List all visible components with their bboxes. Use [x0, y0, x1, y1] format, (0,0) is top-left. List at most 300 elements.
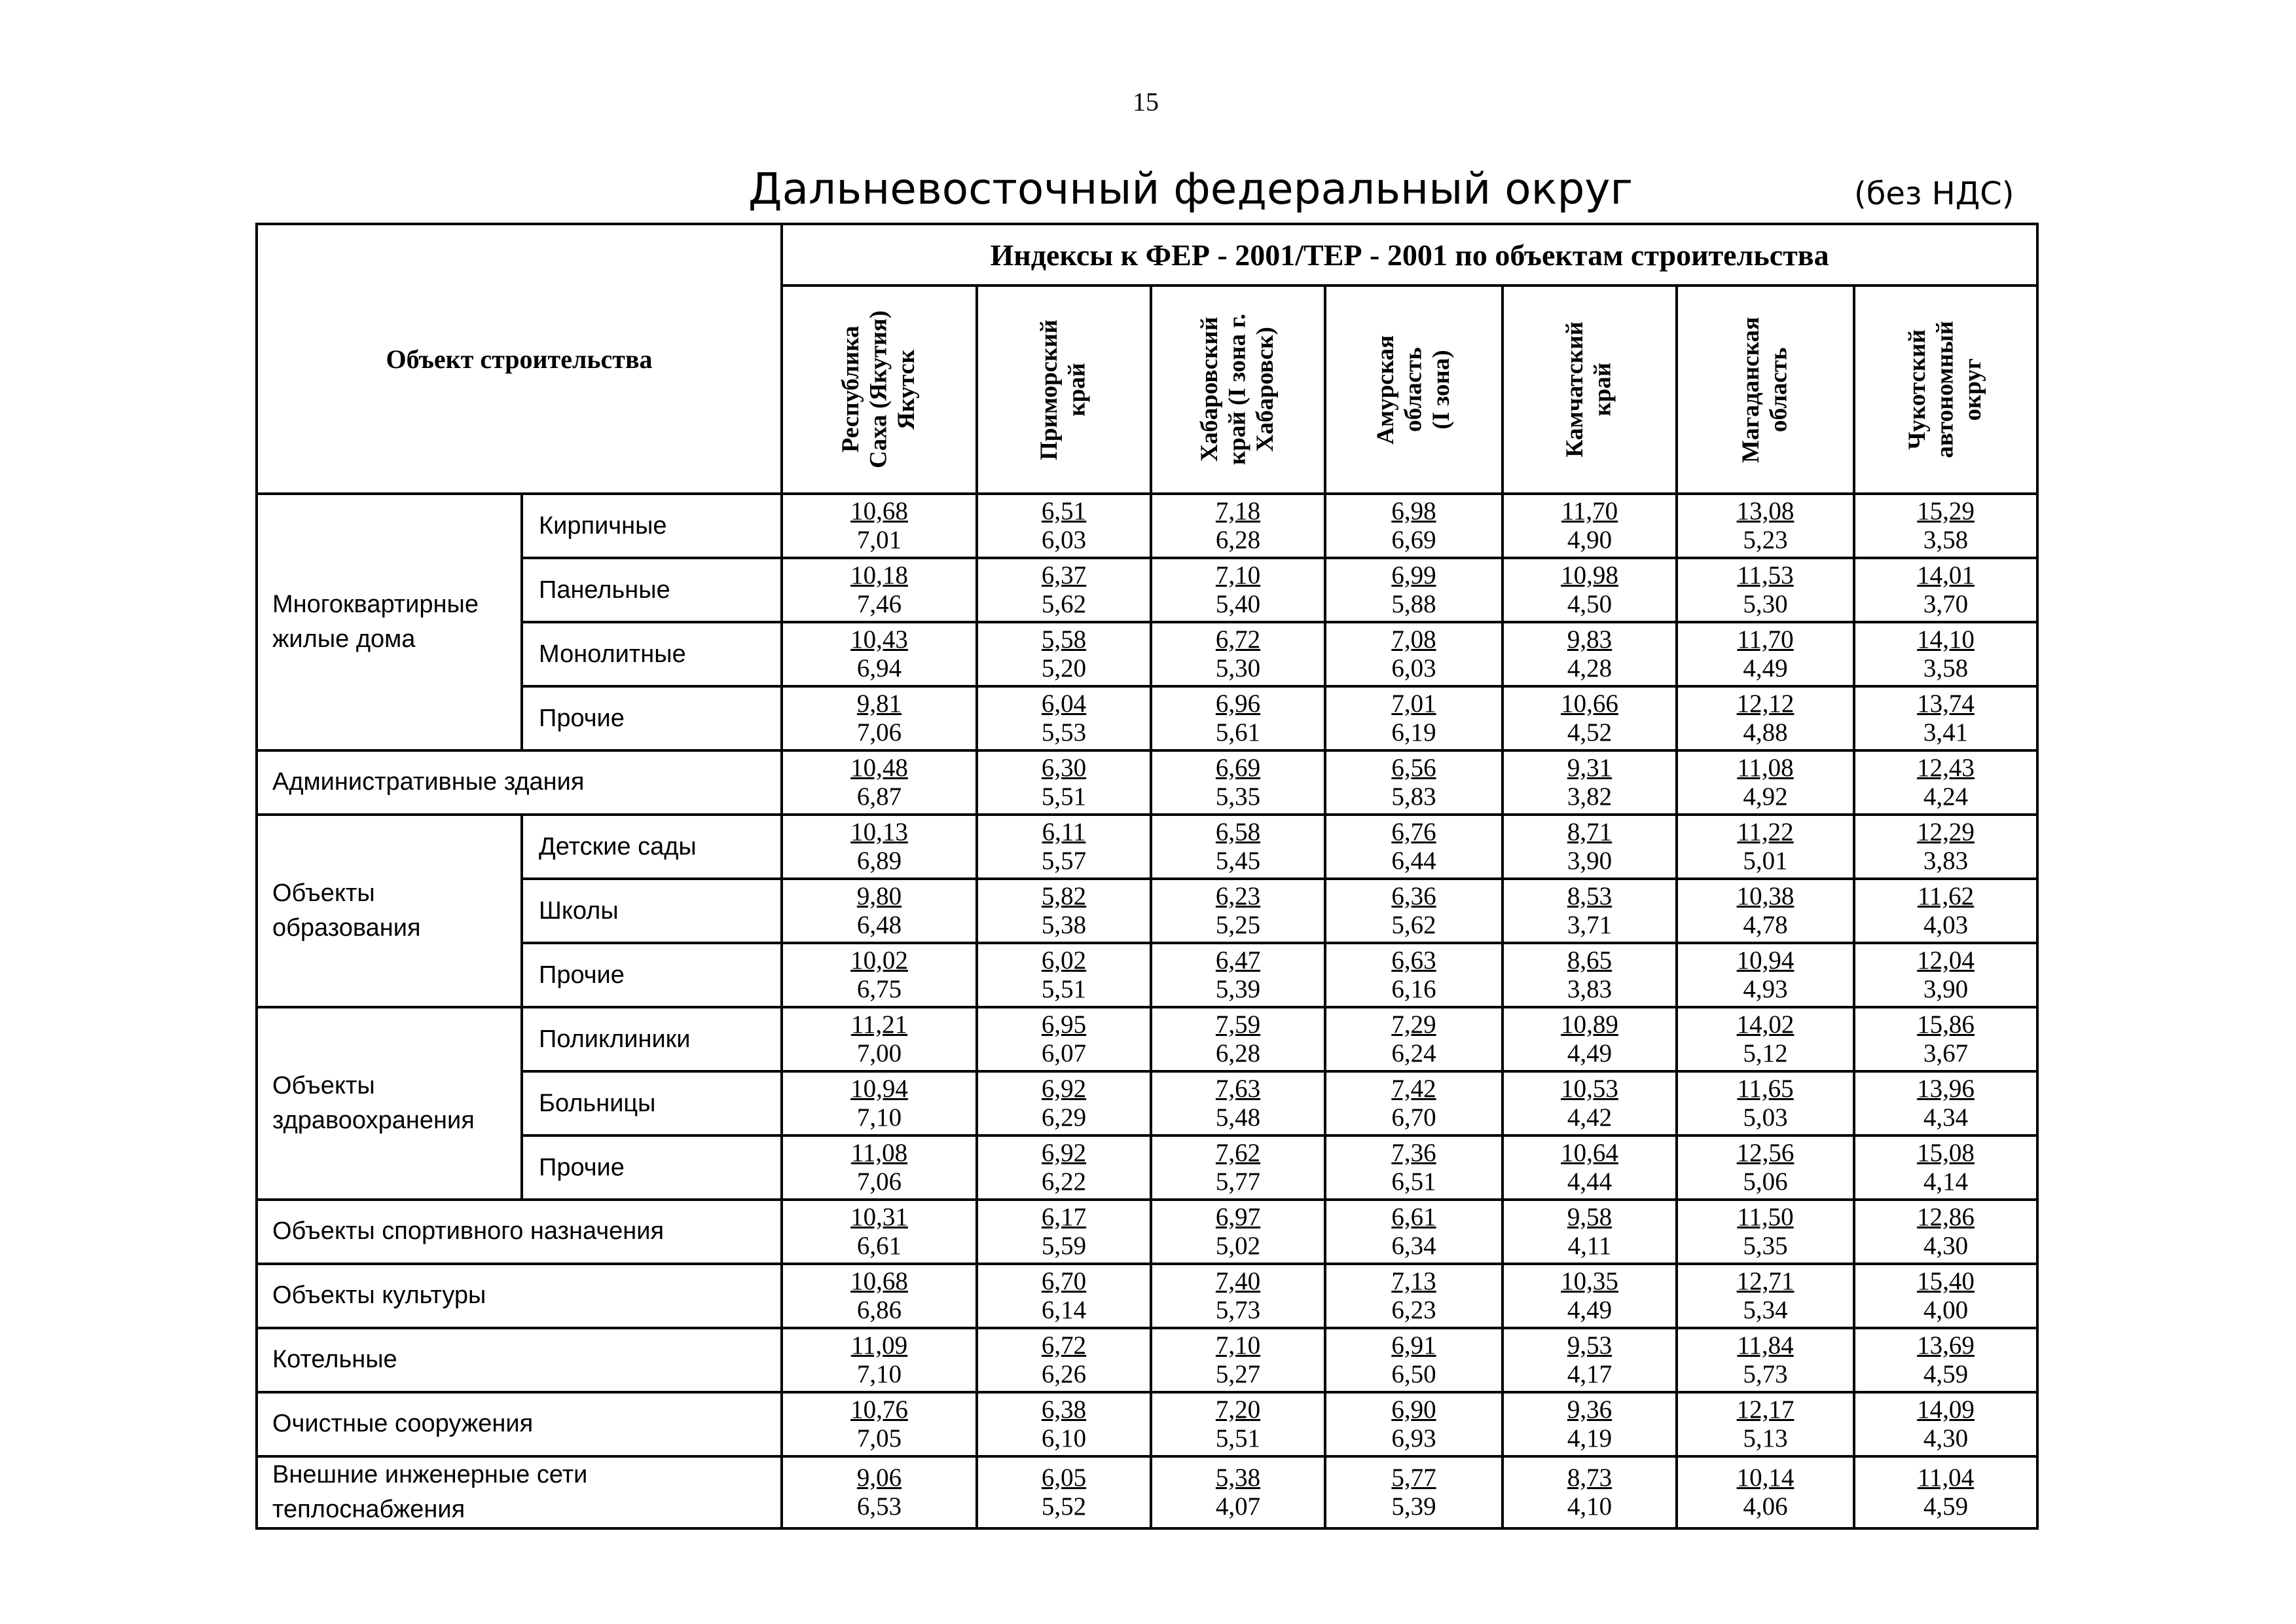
index-value-cell	[1325, 494, 1503, 558]
region-label-line: Магаданская	[1737, 316, 1764, 463]
index-value-cell	[1503, 1456, 1677, 1528]
fer-index: 6,69	[1215, 753, 1261, 782]
fer-index: 6,30	[1041, 753, 1087, 782]
index-value-cell	[1325, 1456, 1503, 1528]
fer-index: 8,65	[1567, 946, 1613, 974]
ter-index: 5,12	[1743, 1039, 1788, 1067]
ter-index: 4,17	[1567, 1360, 1613, 1388]
fer-index: 7,36	[1391, 1138, 1436, 1167]
fer-index: 7,13	[1391, 1266, 1436, 1295]
index-value-cell	[1854, 750, 2037, 815]
index-value-cell	[1677, 815, 1854, 879]
ter-index: 5,39	[1215, 975, 1261, 1003]
ter-index: 6,10	[1041, 1424, 1087, 1452]
fer-index: 6,17	[1041, 1202, 1087, 1231]
ter-index: 3,82	[1567, 783, 1613, 811]
fer-index: 7,10	[1215, 561, 1261, 589]
fer-index: 15,08	[1917, 1138, 1975, 1167]
subcategory-cell: Монолитные	[522, 622, 782, 686]
index-value-cell	[1503, 558, 1677, 622]
category-cell: Очистные сооружения	[257, 1392, 782, 1456]
index-value-cell	[1854, 1392, 2037, 1456]
ter-index: 4,30	[1923, 1232, 1969, 1260]
fer-index: 8,71	[1567, 817, 1613, 846]
ter-index: 5,52	[1041, 1492, 1087, 1521]
ter-index: 5,83	[1391, 783, 1436, 811]
index-value-cell	[1151, 879, 1325, 943]
ter-index: 6,07	[1041, 1039, 1087, 1067]
ter-index: 5,06	[1743, 1168, 1788, 1196]
region-header	[782, 286, 977, 494]
ter-index: 4,11	[1567, 1232, 1612, 1260]
fer-index: 13,08	[1736, 496, 1795, 525]
fer-index: 7,59	[1215, 1010, 1261, 1039]
index-value-cell	[1854, 815, 2037, 879]
index-value-cell	[977, 1007, 1151, 1071]
region-label	[1561, 322, 1617, 457]
fer-index: 10,14	[1736, 1463, 1795, 1492]
ter-index: 3,83	[1567, 975, 1613, 1003]
ter-index: 6,53	[856, 1492, 902, 1521]
fer-index: 9,06	[856, 1463, 902, 1492]
index-value-cell	[1854, 1135, 2037, 1200]
fer-index: 11,70	[1561, 496, 1618, 525]
ter-index: 6,86	[856, 1296, 902, 1324]
table-row	[257, 815, 2037, 879]
table-row	[257, 1200, 2037, 1264]
fer-index: 7,29	[1391, 1010, 1436, 1039]
category-cell: Внешние инженерные сети теплоснабжения	[257, 1456, 782, 1528]
ter-index: 6,87	[856, 783, 902, 811]
fer-index: 10,68	[850, 496, 908, 525]
index-value-cell	[782, 494, 977, 558]
ter-index: 5,51	[1215, 1424, 1261, 1452]
index-value-cell	[1854, 622, 2037, 686]
ter-index: 6,19	[1391, 718, 1436, 747]
table-row	[257, 879, 2037, 943]
index-value-cell	[1151, 1007, 1325, 1071]
ter-index: 4,59	[1923, 1492, 1969, 1521]
fer-index: 15,86	[1917, 1010, 1975, 1039]
ter-index: 4,28	[1567, 654, 1613, 682]
fer-index: 6,37	[1041, 561, 1087, 589]
ter-index: 6,61	[856, 1232, 902, 1260]
index-value-cell	[1503, 1328, 1677, 1392]
index-value-cell	[1503, 1007, 1677, 1071]
index-value-cell	[1503, 622, 1677, 686]
ter-index: 5,51	[1041, 783, 1087, 811]
ter-index: 5,61	[1215, 718, 1261, 747]
ter-index: 5,30	[1743, 590, 1788, 618]
fer-index: 13,74	[1917, 689, 1975, 718]
ter-index: 6,23	[1391, 1296, 1436, 1324]
fer-index: 6,04	[1041, 689, 1087, 718]
ter-index: 3,83	[1923, 847, 1969, 875]
index-value-cell	[1503, 1392, 1677, 1456]
ter-index: 7,00	[856, 1039, 902, 1067]
page-number: 15	[1133, 87, 1159, 117]
fer-index: 10,98	[1561, 561, 1618, 589]
region-header	[1677, 286, 1854, 494]
region-label-line: Саха (Якутия)	[865, 310, 892, 469]
fer-index: 6,47	[1215, 946, 1261, 974]
fer-index: 9,81	[856, 689, 902, 718]
fer-index: 12,86	[1917, 1202, 1975, 1231]
ter-index: 4,03	[1923, 911, 1969, 939]
fer-index: 10,13	[850, 817, 908, 846]
ter-index: 4,14	[1923, 1168, 1969, 1196]
fer-index: 11,84	[1737, 1331, 1794, 1359]
index-value-cell	[1325, 1007, 1503, 1071]
fer-index: 9,58	[1567, 1202, 1613, 1231]
index-value-cell	[1325, 1071, 1503, 1135]
index-value-cell	[1151, 1200, 1325, 1264]
index-value-cell	[1677, 1456, 1854, 1528]
fer-index: 14,02	[1736, 1010, 1795, 1039]
fer-index: 6,58	[1215, 817, 1261, 846]
index-value-cell	[782, 1456, 977, 1528]
ter-index: 6,28	[1215, 1039, 1261, 1067]
fer-index: 6,99	[1391, 561, 1436, 589]
ter-index: 6,03	[1391, 654, 1436, 682]
fer-index: 10,53	[1561, 1074, 1618, 1103]
table-row	[257, 750, 2037, 815]
ter-index: 4,88	[1743, 718, 1788, 747]
ter-index: 6,03	[1041, 526, 1087, 554]
index-value-cell	[1677, 1200, 1854, 1264]
ter-index: 6,28	[1215, 526, 1261, 554]
ter-index: 7,06	[856, 718, 902, 747]
region-label-line: Якутск	[893, 349, 920, 430]
ter-index: 5,03	[1743, 1103, 1788, 1132]
table-row	[257, 1135, 2037, 1200]
ter-index: 3,90	[1567, 847, 1613, 875]
index-value-cell	[782, 1264, 977, 1328]
ter-index: 6,75	[856, 975, 902, 1003]
fer-index: 6,38	[1041, 1395, 1087, 1424]
ter-index: 6,89	[856, 847, 902, 875]
ter-index: 6,69	[1391, 526, 1436, 554]
region-label-line: автономный	[1931, 321, 1959, 458]
ter-index: 4,34	[1923, 1103, 1969, 1132]
index-value-cell	[1151, 1456, 1325, 1528]
fer-index: 6,96	[1215, 689, 1261, 718]
index-value-cell	[782, 1071, 977, 1135]
region-label-line: Камчатский	[1561, 322, 1589, 458]
index-value-cell	[1325, 622, 1503, 686]
fer-index: 6,76	[1391, 817, 1436, 846]
fer-index: 10,48	[850, 753, 908, 782]
ter-index: 4,52	[1567, 718, 1613, 747]
index-value-cell	[1503, 686, 1677, 750]
fer-index: 11,53	[1737, 561, 1794, 589]
index-value-cell	[1677, 750, 1854, 815]
fer-index: 7,08	[1391, 625, 1436, 654]
ter-index: 7,46	[856, 590, 902, 618]
group-header: Индексы к ФЕР - 2001/ТЕР - 2001 по объектам строительства	[782, 224, 2037, 286]
index-value-cell	[1503, 1071, 1677, 1135]
index-value-cell	[782, 1135, 977, 1200]
index-value-cell	[782, 1392, 977, 1456]
index-value-cell	[782, 558, 977, 622]
ter-index: 6,44	[1391, 847, 1436, 875]
category-cell: Объекты культуры	[257, 1264, 782, 1328]
index-value-cell	[1151, 1264, 1325, 1328]
fer-index: 6,61	[1391, 1202, 1436, 1231]
ter-index: 5,39	[1391, 1492, 1436, 1521]
index-value-cell	[1325, 943, 1503, 1007]
region-header	[1325, 286, 1503, 494]
subcategory-cell: Прочие	[522, 1135, 782, 1200]
index-value-cell	[782, 1007, 977, 1071]
fer-index: 7,10	[1215, 1331, 1261, 1359]
index-value-cell	[1854, 1456, 2037, 1528]
ter-index: 5,23	[1743, 526, 1788, 554]
subcategory-cell: Прочие	[522, 943, 782, 1007]
ter-index: 5,30	[1215, 654, 1261, 682]
fer-index: 10,64	[1561, 1138, 1618, 1167]
index-value-cell	[1503, 1135, 1677, 1200]
fer-index: 7,40	[1215, 1266, 1261, 1295]
subcategory-cell: Поликлиники	[522, 1007, 782, 1071]
subcategory-cell: Школы	[522, 879, 782, 943]
index-value-cell	[977, 1264, 1151, 1328]
fer-index: 9,36	[1567, 1395, 1613, 1424]
index-value-cell	[977, 686, 1151, 750]
category-cell: Объекты здравоохранения	[257, 1007, 522, 1200]
fer-index: 6,02	[1041, 946, 1087, 974]
ter-index: 6,34	[1391, 1232, 1436, 1260]
fer-index: 14,01	[1917, 561, 1975, 589]
region-header	[1503, 286, 1677, 494]
index-value-cell	[977, 494, 1151, 558]
subcategory-cell: Кирпичные	[522, 494, 782, 558]
fer-index: 6,92	[1041, 1138, 1087, 1167]
fer-index: 14,10	[1917, 625, 1975, 654]
ter-index: 5,38	[1041, 911, 1087, 939]
index-value-cell	[782, 815, 977, 879]
fer-index: 10,43	[850, 625, 908, 654]
ter-index: 5,35	[1215, 783, 1261, 811]
fer-index: 5,77	[1391, 1463, 1436, 1492]
fer-index: 7,18	[1215, 496, 1261, 525]
index-value-cell	[1325, 879, 1503, 943]
index-value-cell	[1854, 1071, 2037, 1135]
fer-index: 6,72	[1215, 625, 1261, 654]
fer-index: 8,53	[1567, 881, 1613, 910]
index-value-cell	[1677, 686, 1854, 750]
fer-index: 7,62	[1215, 1138, 1261, 1167]
ter-index: 6,50	[1391, 1360, 1436, 1388]
index-value-cell	[1677, 1392, 1854, 1456]
fer-index: 12,56	[1736, 1138, 1795, 1167]
ter-index: 4,49	[1567, 1039, 1613, 1067]
table-row	[257, 1007, 2037, 1071]
index-value-cell	[1325, 750, 1503, 815]
fer-index: 12,12	[1736, 689, 1795, 718]
fer-index: 5,82	[1041, 881, 1087, 910]
fer-index: 10,66	[1561, 689, 1618, 718]
ter-index: 3,41	[1923, 718, 1969, 747]
index-value-cell	[1325, 815, 1503, 879]
index-value-cell	[977, 622, 1151, 686]
index-value-cell	[977, 1135, 1151, 1200]
ter-index: 4,06	[1743, 1492, 1788, 1521]
category-cell: Административные здания	[257, 750, 782, 815]
fer-index: 11,09	[850, 1331, 908, 1359]
fer-index: 6,90	[1391, 1395, 1436, 1424]
index-value-cell	[1677, 1071, 1854, 1135]
index-value-cell	[1503, 879, 1677, 943]
fer-index: 6,95	[1041, 1010, 1087, 1039]
index-value-cell	[977, 750, 1151, 815]
table-row	[257, 622, 2037, 686]
ter-index: 5,40	[1215, 590, 1261, 618]
ter-index: 5,35	[1743, 1232, 1788, 1260]
index-value-cell	[782, 622, 977, 686]
ter-index: 3,71	[1567, 911, 1613, 939]
fer-index: 6,92	[1041, 1074, 1087, 1103]
region-label-line: край	[1064, 363, 1091, 416]
index-value-cell	[1854, 879, 2037, 943]
region-label-line: Республика	[837, 326, 865, 453]
index-value-cell	[1854, 1200, 2037, 1264]
fer-index: 6,23	[1215, 881, 1261, 910]
ter-index: 6,26	[1041, 1360, 1087, 1388]
ter-index: 5,62	[1391, 911, 1436, 939]
fer-index: 6,63	[1391, 946, 1436, 974]
subcategory-cell: Больницы	[522, 1071, 782, 1135]
object-header: Объект строительства	[257, 224, 782, 494]
subcategory-cell: Детские сады	[522, 815, 782, 879]
ter-index: 6,24	[1391, 1039, 1436, 1067]
ter-index: 5,34	[1743, 1296, 1788, 1324]
fer-index: 6,97	[1215, 1202, 1261, 1231]
fer-index: 6,91	[1391, 1331, 1436, 1359]
fer-index: 13,96	[1917, 1074, 1975, 1103]
ter-index: 6,51	[1391, 1168, 1436, 1196]
index-value-cell	[1325, 686, 1503, 750]
fer-index: 10,31	[850, 1202, 908, 1231]
ter-index: 4,07	[1215, 1492, 1261, 1521]
ter-index: 5,62	[1041, 590, 1087, 618]
index-value-cell	[1677, 622, 1854, 686]
fer-index: 7,20	[1215, 1395, 1261, 1424]
fer-index: 7,01	[1391, 689, 1436, 718]
fer-index: 8,73	[1567, 1463, 1613, 1492]
category-cell: Котельные	[257, 1328, 782, 1392]
fer-index: 11,08	[850, 1138, 908, 1167]
region-label-line: Хабаровск)	[1252, 327, 1279, 452]
fer-index: 12,17	[1736, 1395, 1795, 1424]
ter-index: 4,50	[1567, 590, 1613, 618]
index-value-cell	[782, 686, 977, 750]
index-value-cell	[1151, 1392, 1325, 1456]
region-label	[1738, 317, 1793, 463]
ter-index: 5,01	[1743, 847, 1788, 875]
region-label-line: Хабаровский	[1196, 317, 1224, 462]
region-header	[1151, 286, 1325, 494]
fer-index: 5,58	[1041, 625, 1087, 654]
vat-note: (без НДС)	[1854, 175, 2014, 212]
ter-index: 4,93	[1743, 975, 1788, 1003]
ter-index: 5,57	[1041, 847, 1087, 875]
index-value-cell	[1325, 1200, 1503, 1264]
ter-index: 4,00	[1923, 1296, 1969, 1324]
ter-index: 7,10	[856, 1103, 902, 1132]
ter-index: 6,29	[1041, 1103, 1087, 1132]
fer-index: 12,43	[1917, 753, 1975, 782]
fer-index: 6,36	[1391, 881, 1436, 910]
index-value-cell	[782, 1328, 977, 1392]
fer-index: 6,05	[1041, 1463, 1087, 1492]
index-value-cell	[977, 1456, 1151, 1528]
ter-index: 6,22	[1041, 1168, 1087, 1196]
ter-index: 5,25	[1215, 911, 1261, 939]
region-label-line: Чукотский	[1904, 329, 1931, 450]
ter-index: 5,48	[1215, 1103, 1261, 1132]
fer-index: 6,72	[1041, 1331, 1087, 1359]
ter-index: 3,58	[1923, 654, 1969, 682]
ter-index: 4,90	[1567, 526, 1613, 554]
region-label-line: край	[1590, 363, 1617, 416]
ter-index: 5,88	[1391, 590, 1436, 618]
index-value-cell	[977, 815, 1151, 879]
region-label-line: Приморский	[1036, 319, 1063, 460]
fer-index: 7,42	[1391, 1074, 1436, 1103]
ter-index: 4,44	[1567, 1168, 1613, 1196]
index-value-cell	[1854, 494, 2037, 558]
fer-index: 12,71	[1736, 1266, 1795, 1295]
fer-index: 9,80	[856, 881, 902, 910]
index-value-cell	[1325, 1328, 1503, 1392]
ter-index: 7,01	[856, 526, 902, 554]
index-value-cell	[1677, 879, 1854, 943]
fer-index: 10,94	[1736, 946, 1795, 974]
ter-index: 4,59	[1923, 1360, 1969, 1388]
index-value-cell	[1503, 1200, 1677, 1264]
index-value-cell	[1151, 815, 1325, 879]
fer-index: 9,83	[1567, 625, 1613, 654]
fer-index: 12,29	[1917, 817, 1975, 846]
index-value-cell	[1151, 494, 1325, 558]
subcategory-cell: Прочие	[522, 686, 782, 750]
region-label	[1036, 320, 1091, 460]
index-value-cell	[1677, 943, 1854, 1007]
fer-index: 15,40	[1917, 1266, 1975, 1295]
ter-index: 3,90	[1923, 975, 1969, 1003]
ter-index: 7,06	[856, 1168, 902, 1196]
page-title: Дальневосточный федеральный округ	[748, 164, 1633, 214]
index-value-cell	[1151, 558, 1325, 622]
ter-index: 4,10	[1567, 1492, 1613, 1521]
fer-index: 9,31	[1567, 753, 1613, 782]
fer-index: 6,56	[1391, 753, 1436, 782]
region-label-line: край (I зона г.	[1224, 314, 1251, 466]
ter-index: 6,14	[1041, 1296, 1087, 1324]
region-label	[1904, 321, 1988, 458]
index-value-cell	[1151, 1071, 1325, 1135]
ter-index: 5,27	[1215, 1360, 1261, 1388]
fer-index: 12,04	[1917, 946, 1975, 974]
table-row	[257, 558, 2037, 622]
ter-index: 4,92	[1743, 783, 1788, 811]
region-label	[1196, 314, 1280, 465]
fer-index: 11,70	[1737, 625, 1794, 654]
ter-index: 4,49	[1743, 654, 1788, 682]
fer-index: 6,98	[1391, 496, 1436, 525]
fer-index: 7,63	[1215, 1074, 1261, 1103]
